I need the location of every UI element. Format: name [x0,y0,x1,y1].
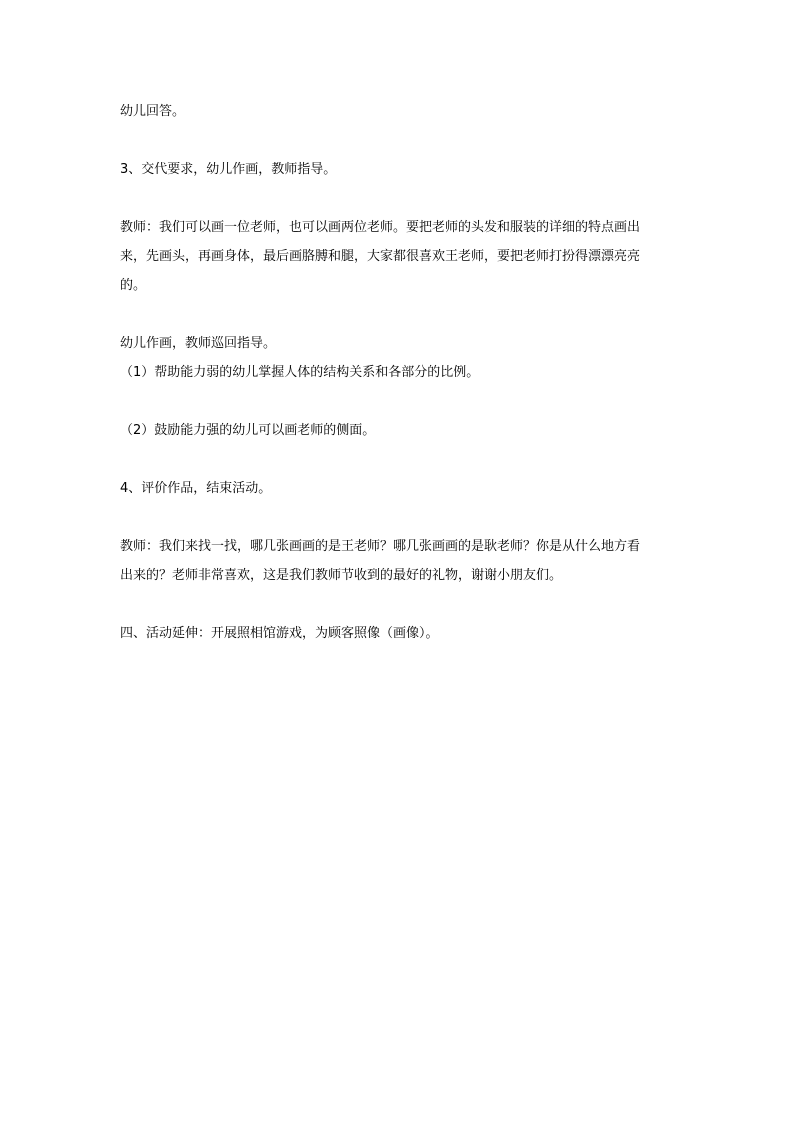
paragraph-child-drawing: 幼儿作画，教师巡回指导。 [120,336,277,351]
paragraph-extension-activity: 四、活动延伸：开展照相馆游戏，为顾客照像（画像）。 [120,626,439,641]
paragraph-step-4: 4、评价作品，结束活动。 [120,481,272,496]
paragraph-step-3: 3、交代要求，幼儿作画，教师指导。 [120,162,337,177]
paragraph-child-answer: 幼儿回答。 [120,104,186,119]
paragraph-teacher-evaluation [120,532,680,590]
paragraph-item-2: （2）鼓励能力强的幼儿可以画老师的侧面。 [120,423,376,438]
text-line: 教师：我们可以画一位老师，也可以画两位老师。要把老师的头发和服装的详细的特点画出 [120,220,641,235]
text-line: 的。 [120,278,147,293]
text-line: 教师：我们来找一找，哪几张画画的是王老师？哪几张画画的是耿老师？你是从什么地方看 [120,539,641,554]
paragraph-teacher-instructions [120,213,680,300]
text-line: 出来的？老师非常喜欢，这是我们教师节收到的最好的礼物，谢谢小朋友们。 [120,568,563,583]
paragraph-item-1: （1）帮助能力弱的幼儿掌握人体的结构关系和各部分的比例。 [120,365,480,380]
text-line: 来，先画头，再画身体，最后画胳膊和腿，大家都很喜欢王老师，要把老师打扮得漂漂亮亮 [120,249,641,264]
